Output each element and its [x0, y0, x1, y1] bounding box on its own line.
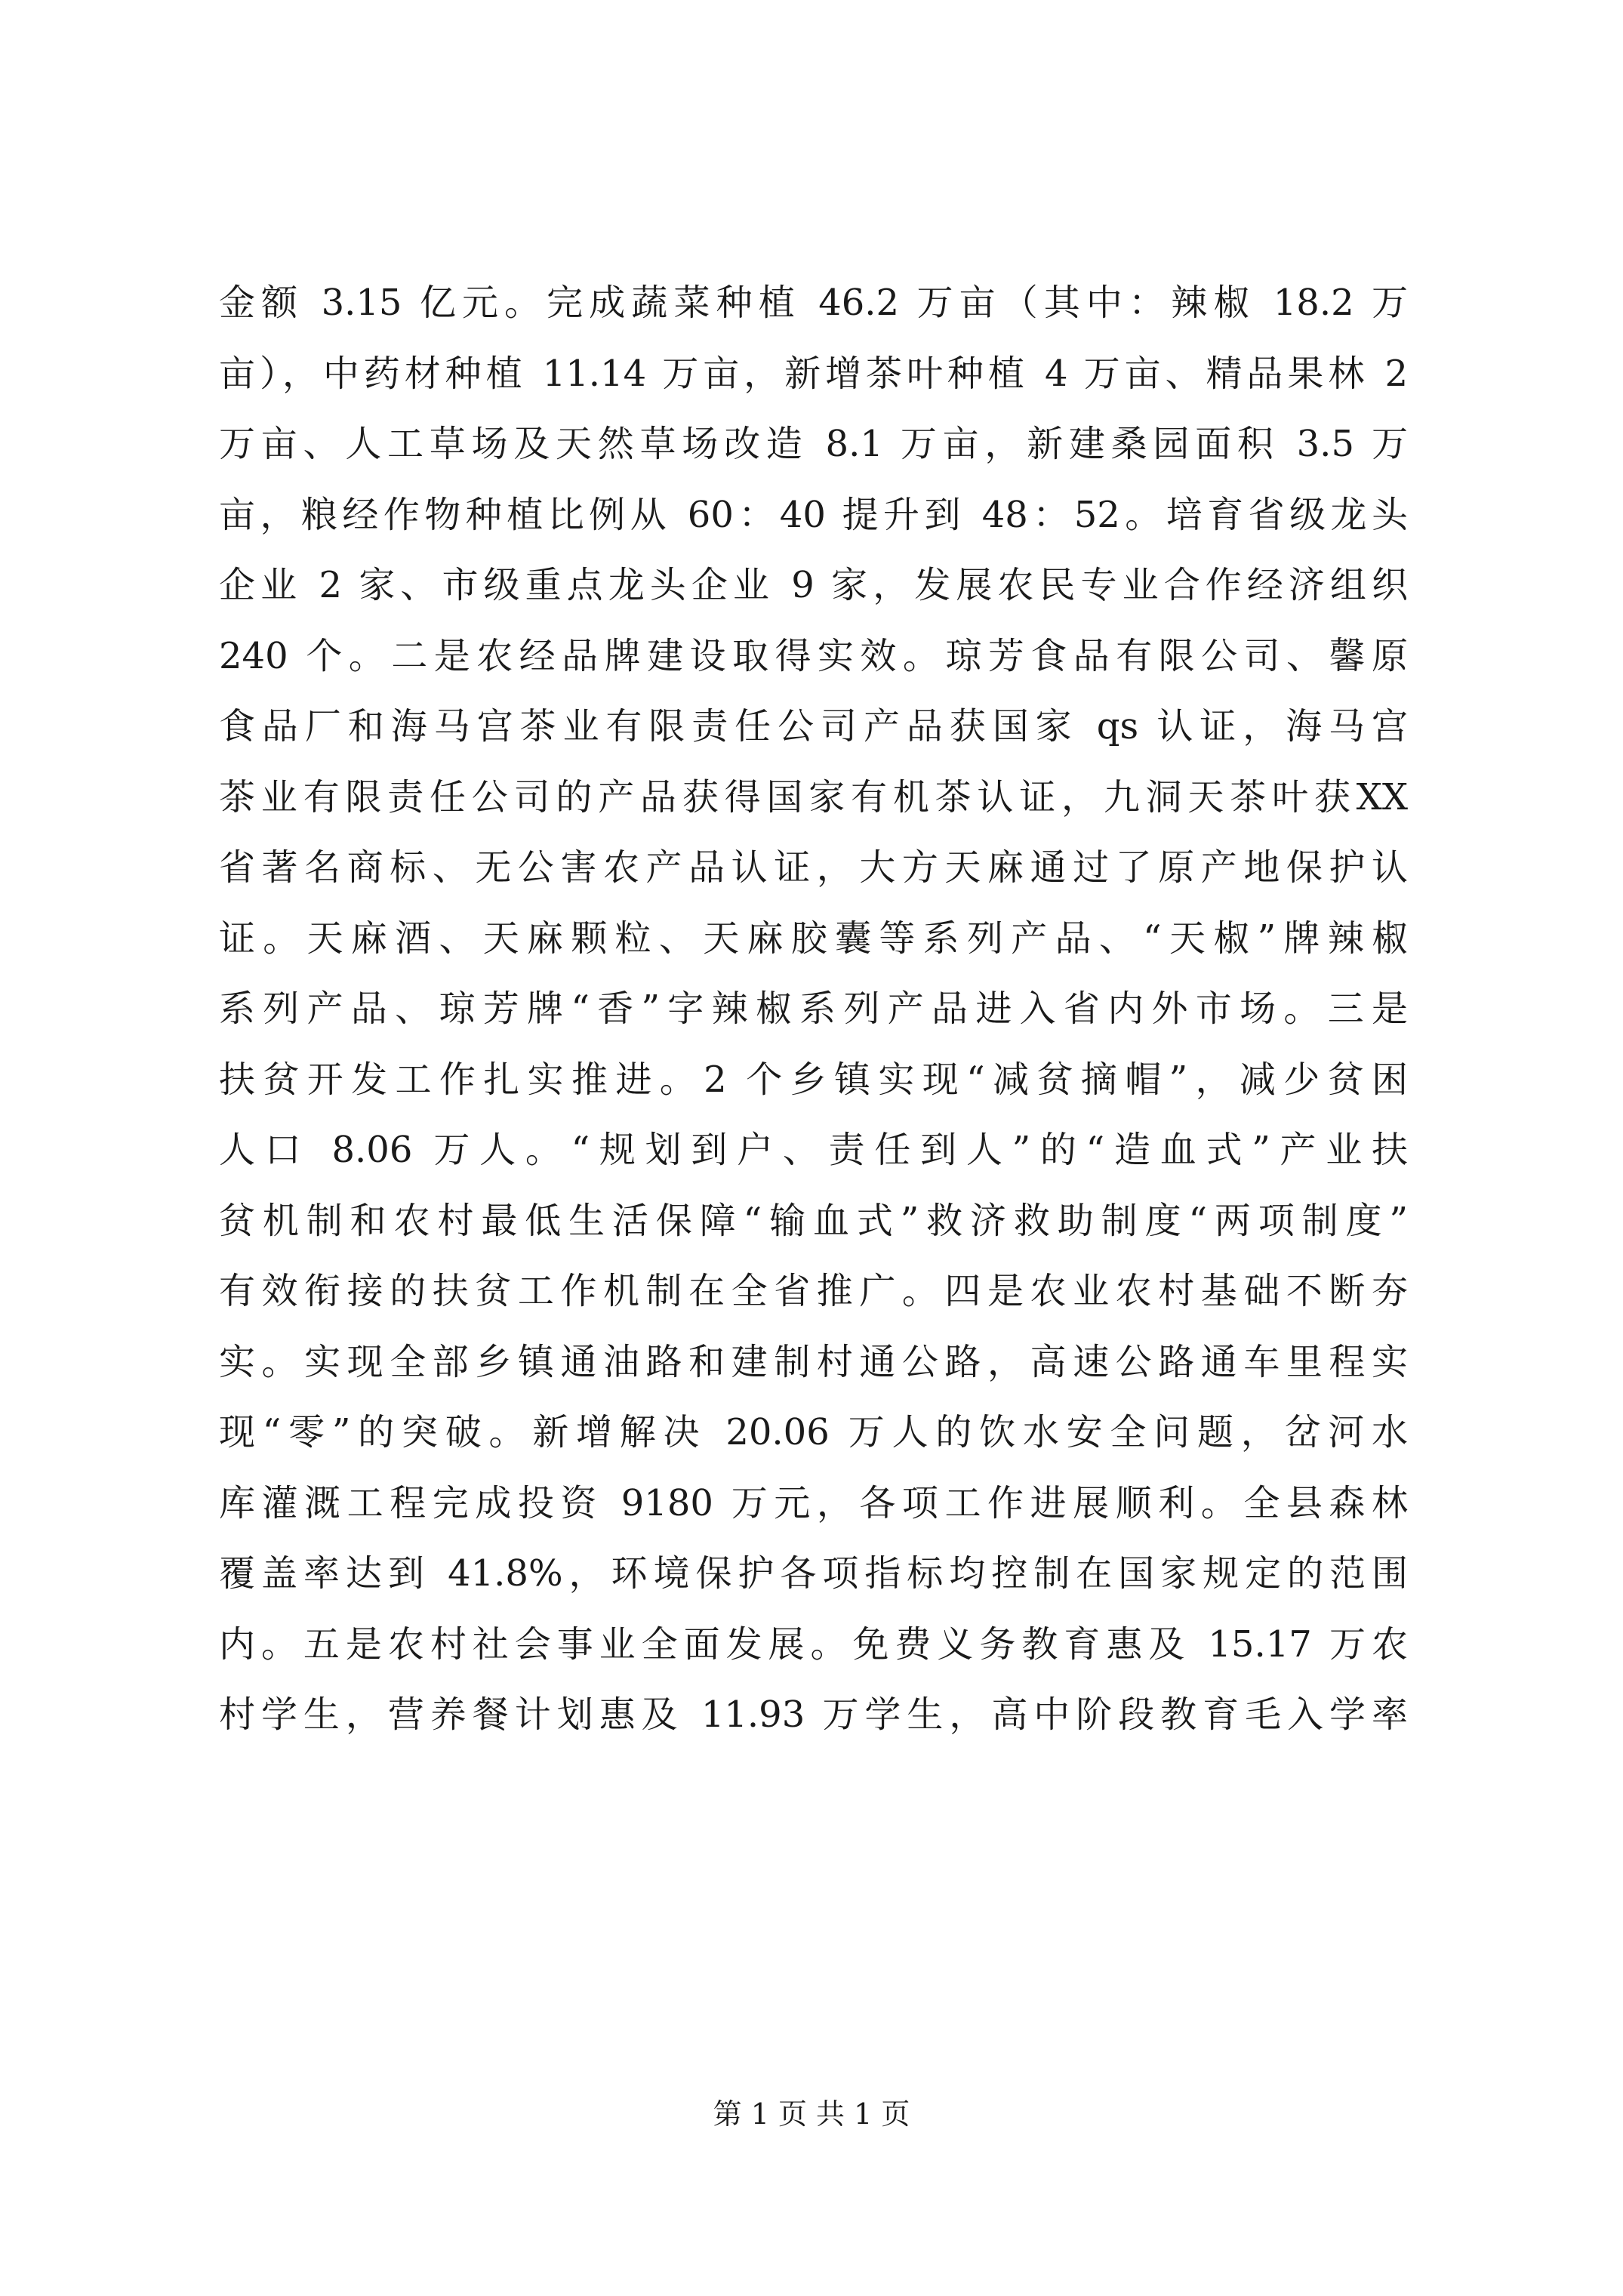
- text-line: 食品厂和海马宫茶业有限责任公司产品获国家 qs 认证，海马宫: [219, 705, 1408, 747]
- text-line: 240 个。二是农经品牌建设取得实效。琼芳食品有限公司、馨原: [219, 634, 1408, 677]
- text-line: 实。实现全部乡镇通油路和建制村通公路，高速公路通车里程实: [219, 1340, 1408, 1383]
- text-line: 茶业有限责任公司的产品获得国家有机茶认证，九洞天茶叶获XX: [219, 775, 1408, 818]
- text-line: 系列产品、琼芳牌“香”字辣椒系列产品进入省内外市场。三是: [219, 988, 1408, 1030]
- text-line: 内。五是农村社会事业全面发展。免费义务教育惠及 15.17 万农: [219, 1623, 1408, 1666]
- text-line: 覆盖率达到 41.8%，环境保护各项指标均控制在国家规定的范围: [219, 1552, 1408, 1595]
- text-line: 亩），中药材种植 11.14 万亩，新增茶叶种植 4 万亩、精品果林 2: [219, 352, 1408, 395]
- text-line: 有效衔接的扶贫工作机制在全省推广。四是农业农村基础不断夯: [219, 1270, 1408, 1312]
- text-line: 省著名商标、无公害农产品认证，大方天麻通过了原产地保护认: [219, 846, 1408, 889]
- text-line: 亩，粮经作物种植比例从 60：40 提升到 48：52。培育省级龙头: [219, 493, 1408, 536]
- text-line: 企业 2 家、市级重点龙头企业 9 家，发展农民专业合作经济组织: [219, 564, 1408, 606]
- text-line: 证。天麻酒、天麻颗粒、天麻胶囊等系列产品、“天椒”牌辣椒: [219, 917, 1408, 960]
- text-line: 贫机制和农村最低生活保障“输血式”救济救助制度“两项制度”: [219, 1199, 1408, 1242]
- text-line: 村学生，营养餐计划惠及 11.93 万学生，高中阶段教育毛入学率: [219, 1693, 1408, 1736]
- text-line: 人口 8.06 万人。“规划到户、责任到人”的“造血式”产业扶: [219, 1129, 1408, 1171]
- text-line: 万亩、人工草场及天然草场改造 8.1 万亩，新建桑园面积 3.5 万: [219, 423, 1408, 465]
- text-line: 现“零”的突破。新增解决 20.06 万人的饮水安全问题，岔河水: [219, 1411, 1408, 1453]
- document-body: [219, 268, 1408, 1751]
- page-footer: 第 1 页 共 1 页: [713, 2097, 910, 2131]
- text-line: 库灌溉工程完成投资 9180 万元，各项工作进展顺利。全县森林: [219, 1481, 1408, 1524]
- text-line: 扶贫开发工作扎实推进。2 个乡镇实现“减贫摘帽”，减少贫困: [219, 1058, 1408, 1101]
- text-line: 金额 3.15 亿元。完成蔬菜种植 46.2 万亩（其中：辣椒 18.2 万: [219, 282, 1408, 324]
